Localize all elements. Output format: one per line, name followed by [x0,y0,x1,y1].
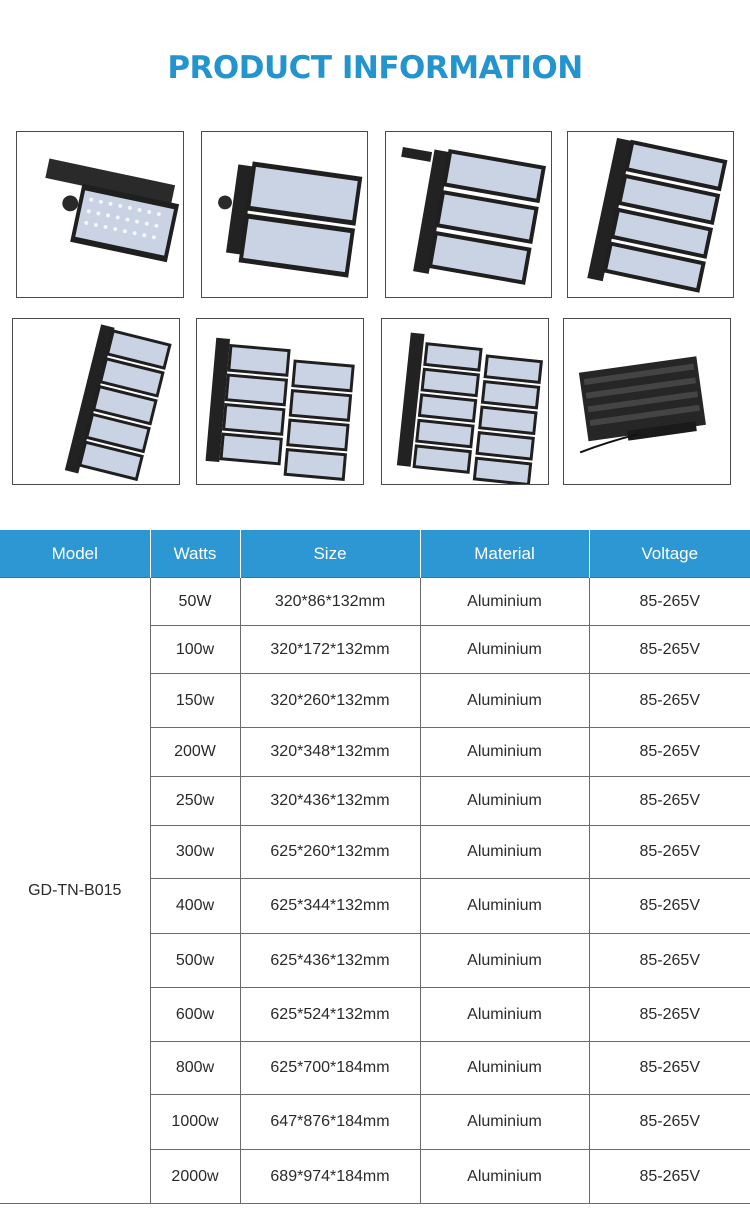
500w-floodlight-photo [381,318,549,485]
200w-floodlight-photo [567,131,734,298]
header-size: Size [240,530,420,578]
voltage-cell: 85-265V [589,934,750,988]
size-cell: 625*700*184mm [240,1042,420,1095]
material-cell: Aluminium [420,626,589,674]
watts-cell: 150w [150,674,240,728]
watts-cell: 300w [150,826,240,879]
size-cell: 320*172*132mm [240,626,420,674]
voltage-cell: 85-265V [589,728,750,777]
watts-cell: 600w [150,988,240,1042]
voltage-cell: 85-265V [589,626,750,674]
watts-cell: 50W [150,578,240,626]
material-cell: Aluminium [420,934,589,988]
watts-cell: 500w [150,934,240,988]
voltage-cell: 85-265V [589,879,750,934]
header-watts: Watts [150,530,240,578]
watts-cell: 400w [150,879,240,934]
50w-floodlight-photo [16,131,184,298]
400w-floodlight-photo [196,318,364,485]
voltage-cell: 85-265V [589,1095,750,1150]
watts-cell: 200W [150,728,240,777]
size-cell: 625*260*132mm [240,826,420,879]
size-cell: 647*876*184mm [240,1095,420,1150]
watts-cell: 1000w [150,1095,240,1150]
table-row [0,578,750,626]
table-header-row [0,530,750,578]
voltage-cell: 85-265V [589,578,750,626]
material-cell: Aluminium [420,1150,589,1204]
100w-floodlight-photo [201,131,368,298]
watts-cell: 2000w [150,1150,240,1204]
material-cell: Aluminium [420,1095,589,1150]
material-cell: Aluminium [420,578,589,626]
watts-cell: 250w [150,777,240,826]
size-cell: 625*344*132mm [240,879,420,934]
header-model: Model [0,530,150,578]
size-cell: 689*974*184mm [240,1150,420,1204]
back-view-photo [563,318,731,485]
material-cell: Aluminium [420,777,589,826]
voltage-cell: 85-265V [589,777,750,826]
voltage-cell: 85-265V [589,674,750,728]
watts-cell: 800w [150,1042,240,1095]
voltage-cell: 85-265V [589,988,750,1042]
material-cell: Aluminium [420,1042,589,1095]
material-cell: Aluminium [420,826,589,879]
size-cell: 625*524*132mm [240,988,420,1042]
material-cell: Aluminium [420,879,589,934]
spec-table [0,530,750,1204]
header-material: Material [420,530,589,578]
250w-floodlight-photo [12,318,180,485]
size-cell: 320*348*132mm [240,728,420,777]
size-cell: 320*436*132mm [240,777,420,826]
voltage-cell: 85-265V [589,1150,750,1204]
size-cell: 320*86*132mm [240,578,420,626]
voltage-cell: 85-265V [589,826,750,879]
header-voltage: Voltage [589,530,750,578]
watts-cell: 100w [150,626,240,674]
model-cell: GD-TN-B015 [0,578,150,1204]
size-cell: 625*436*132mm [240,934,420,988]
voltage-cell: 85-265V [589,1042,750,1095]
150w-floodlight-photo [385,131,552,298]
material-cell: Aluminium [420,674,589,728]
material-cell: Aluminium [420,728,589,777]
material-cell: Aluminium [420,988,589,1042]
size-cell: 320*260*132mm [240,674,420,728]
page-title: PRODUCT INFORMATION [167,50,583,86]
